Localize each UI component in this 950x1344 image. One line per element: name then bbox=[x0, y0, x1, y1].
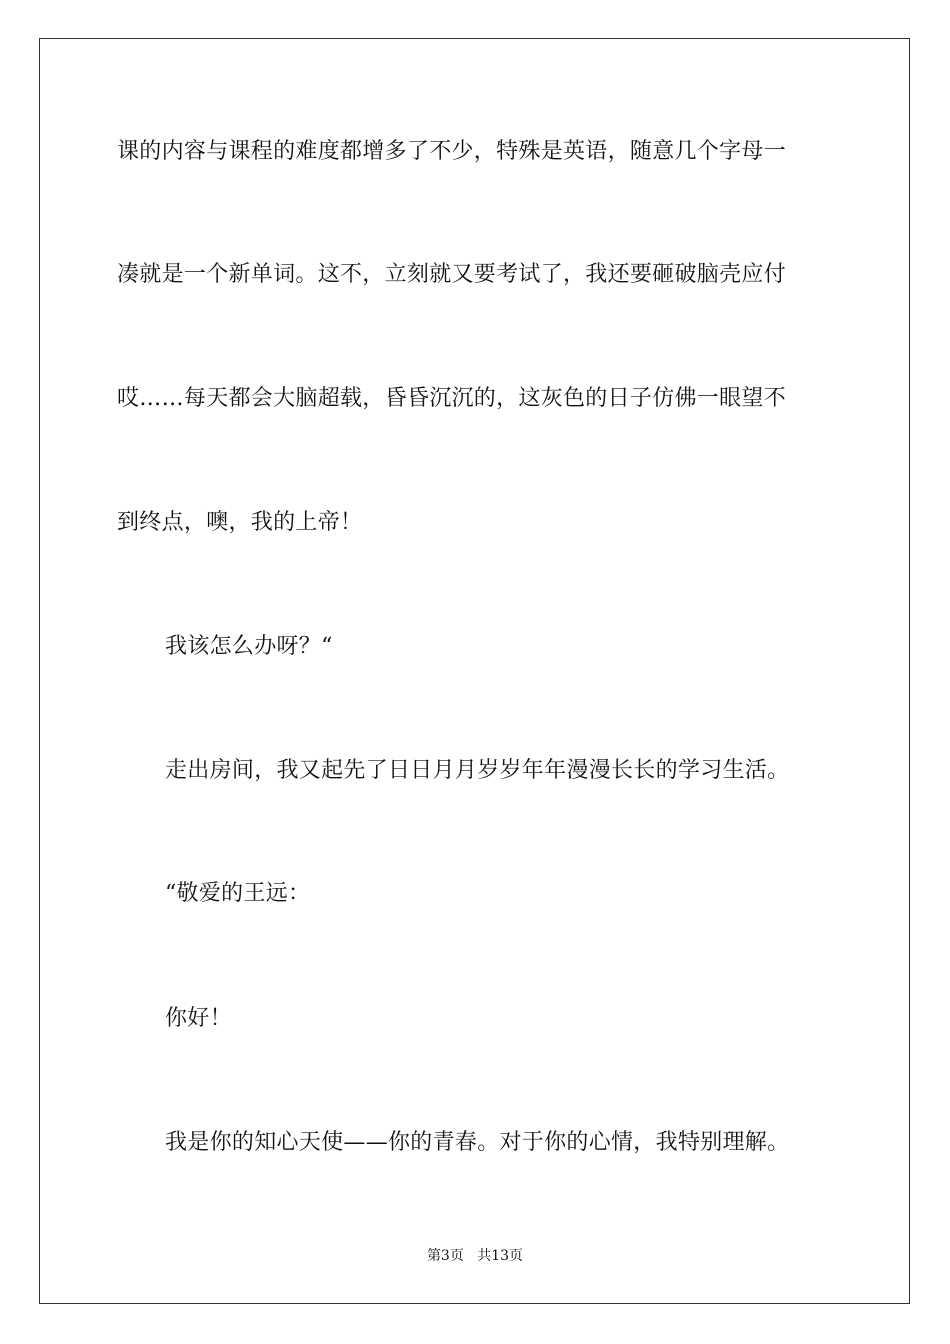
body-line-7: “敬爱的王远： bbox=[165, 881, 311, 906]
body-line-1: 课的内容与课程的难度都增多了不少，特殊是英语，随意几个字母一 bbox=[117, 139, 787, 164]
body-line-8: 你好！ bbox=[165, 1006, 232, 1031]
body-line-2: 凑就是一个新单词。这不，立刻就又要考试了，我还要砸破脑壳应付 bbox=[117, 262, 787, 287]
page-total: 共13页 bbox=[477, 1248, 524, 1264]
body-line-3: 哎……每天都会大脑超载，昏昏沉沉的，这灰色的日子仿佛一眼望不 bbox=[117, 386, 787, 411]
body-line-9: 我是你的知心天使——你的青春。对于你的心情，我特别理解。 bbox=[165, 1130, 790, 1155]
page-footer bbox=[0, 1246, 950, 1266]
body-line-5: 我该怎么办呀？“ bbox=[165, 634, 333, 659]
page-number: 第3页 bbox=[426, 1248, 464, 1264]
body-line-6: 走出房间，我又起先了日日月月岁岁年年漫漫长长的学习生活。 bbox=[165, 758, 790, 783]
page-frame bbox=[39, 38, 910, 1304]
body-line-4: 到终点，噢，我的上帝！ bbox=[117, 510, 363, 535]
